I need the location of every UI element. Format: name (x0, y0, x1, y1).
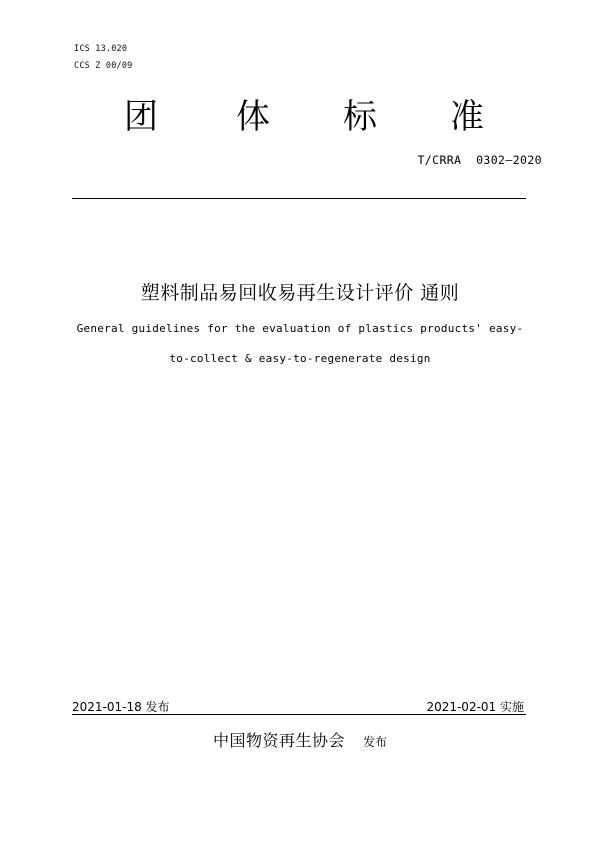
standard-number: T/CRRA 0302—2020 (417, 153, 542, 167)
footer-divider (72, 714, 526, 715)
standard-type-char: 准 (450, 97, 484, 137)
publisher-organization: 中国物资再生协会 (212, 731, 345, 750)
standard-type-char: 体 (236, 97, 270, 137)
standard-type-title (110, 92, 510, 142)
ics-code: ICS 13.020 (74, 44, 128, 54)
header-divider (72, 198, 526, 199)
publish-date: 2021-01-18 发布 (72, 700, 170, 714)
standard-type-char: 标 (343, 97, 377, 137)
document-title-chinese: 塑料制品易回收易再生设计评价 通则 (140, 282, 460, 304)
ccs-code: CCS Z 00/09 (74, 61, 133, 71)
publisher-line (0, 728, 600, 751)
publisher-action: 发布 (363, 735, 388, 749)
document-title-english-line2: to-collect & easy-to-regenerate design (169, 352, 431, 365)
effective-date: 2021-02-01 实施 (426, 700, 524, 714)
standard-type-char: 团 (124, 97, 158, 137)
document-title-english-line1: General guidelines for the evaluation of plastics products' easy- (76, 322, 524, 335)
